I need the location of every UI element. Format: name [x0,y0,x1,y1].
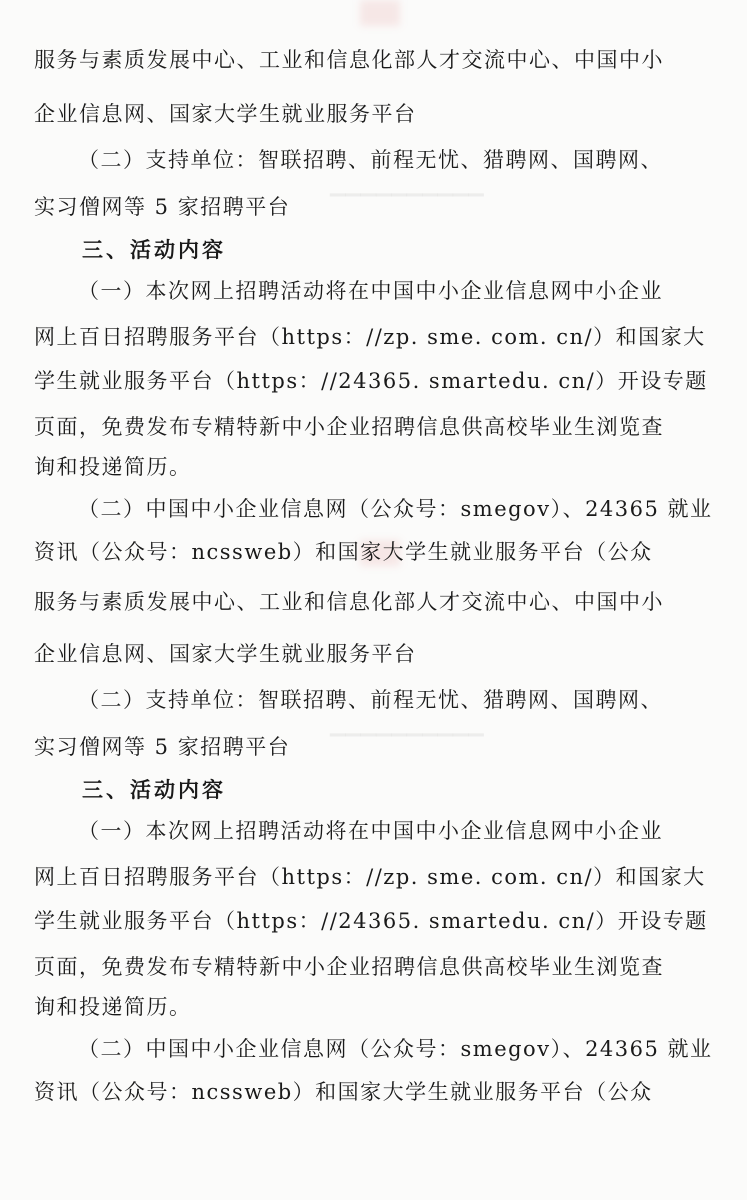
text-line: 询和投递简历。 [34,455,192,479]
text-line: 实习僧网等 5 家招聘平台 [34,735,291,759]
text-line: （二）支持单位：智联招聘、前程无忧、猎聘网、国聘网、 [78,148,663,172]
text-line: 资讯（公众号：ncssweb）和国家大学生就业服务平台（公众 [34,1080,653,1104]
stamp-bleed-mark [360,0,400,26]
text-line: 页面，免费发布专精特新中小企业招聘信息供高校毕业生浏览查 [34,955,664,979]
text-line: （二）中国中小企业信息网（公众号：smegov）、24365 就业 [78,1037,713,1061]
text-line: 网上百日招聘服务平台（https：//zp. sme. com. cn/）和国家大 [34,865,706,889]
text-line: 网上百日招聘服务平台（https：//zp. sme. com. cn/）和国家大 [34,325,706,349]
text-line: 企业信息网、国家大学生就业服务平台 [34,102,417,126]
text-line: 页面，免费发布专精特新中小企业招聘信息供高校毕业生浏览查 [34,415,664,439]
text-line: 企业信息网、国家大学生就业服务平台 [34,642,417,666]
text-line: （一）本次网上招聘活动将在中国中小企业信息网中小企业 [78,279,663,303]
text-line: 服务与素质发展中心、工业和信息化部人才交流中心、中国中小 [34,48,664,72]
text-line: （二）支持单位：智联招聘、前程无忧、猎聘网、国聘网、 [78,688,663,712]
text-line: 服务与素质发展中心、工业和信息化部人才交流中心、中国中小 [34,590,664,614]
text-line: 学生就业服务平台（https：//24365. smartedu. cn/）开设专题 [34,909,708,933]
text-line: 学生就业服务平台（https：//24365. smartedu. cn/）开设专题 [34,369,708,393]
show-through-text: ▔▔▔▔▔▔▔▔▔▔ [330,733,484,757]
show-through-text: ▔▔▔▔▔▔▔▔▔▔ [330,193,484,217]
text-line: （一）本次网上招聘活动将在中国中小企业信息网中小企业 [78,819,663,843]
text-line: （二）中国中小企业信息网（公众号：smegov）、24365 就业 [78,497,713,521]
text-line: 实习僧网等 5 家招聘平台 [34,195,291,219]
section-heading: 三、活动内容 [82,777,226,802]
section-heading: 三、活动内容 [82,237,226,262]
text-line: 询和投递简历。 [34,995,192,1019]
text-line: 资讯（公众号：ncssweb）和国家大学生就业服务平台（公众 [34,540,653,564]
